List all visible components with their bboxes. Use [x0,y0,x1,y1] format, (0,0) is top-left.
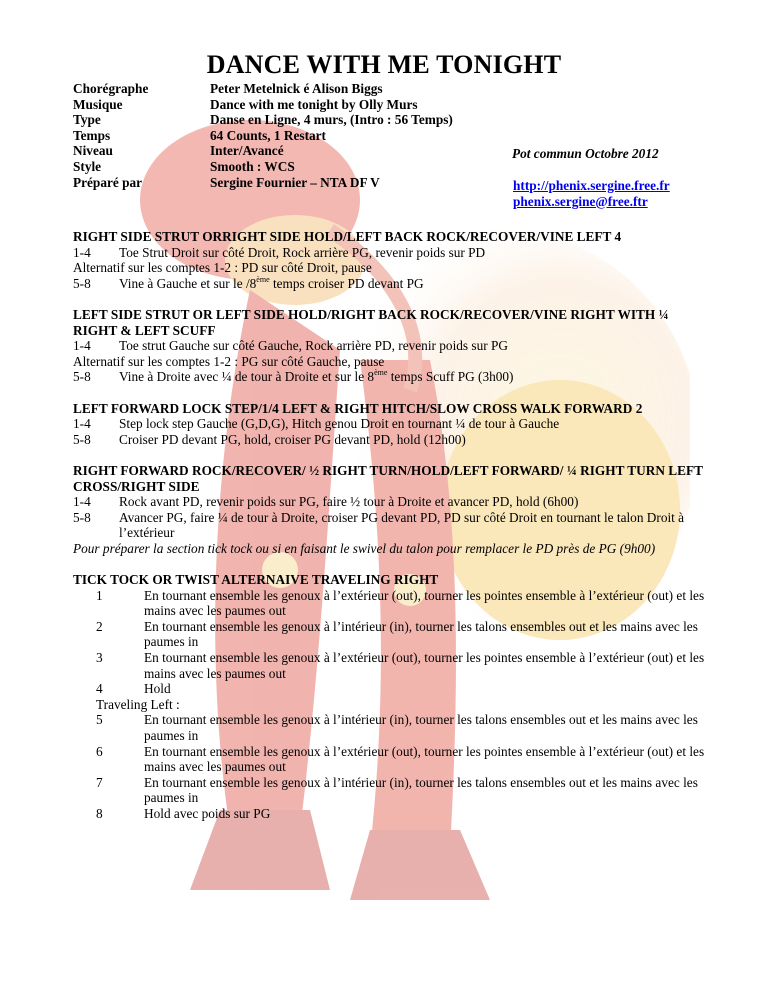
step-line [96,744,713,775]
step-text: En tournant ensemble les genoux à l’intérieur (in), tourner les talons ensembles out et les mains avec les paumes in [144,712,698,743]
step-text: Step lock step Gauche (G,D,G), Hitch genou Droit en tournant ¼ de tour à Gauche [119,416,560,432]
step-line [73,245,713,261]
step-text-part: Vine à Gauche et sur le /8 [119,275,257,291]
section-1 [73,229,713,291]
step-line [96,775,713,806]
ordinal-suffix: ème [256,274,270,284]
value-niveau: Inter/Avancé [210,143,284,159]
step-count: 5-8 [73,509,91,525]
step-line [96,588,713,619]
value-choregraphe: Peter Metelnick é Alison Biggs [210,81,383,96]
step-line [96,806,713,822]
info-labels [73,81,148,190]
label-style: Style [73,158,102,174]
step-count: 1-4 [73,416,91,432]
step-count: 6 [96,743,103,759]
step-line [73,338,713,354]
website-link[interactable]: http://phenix.sergine.free.fr [513,178,670,193]
step-count: 2 [96,618,103,634]
step-text: Toe strut Gauche sur côté Gauche, Rock arrière PD, revenir poids sur PG [119,338,508,354]
step-count: 7 [96,774,103,790]
pot-commun-note: Pot commun Octobre 2012 [512,146,659,161]
label-niveau: Niveau [73,143,113,159]
step-text-part: Vine à Droite avec ¼ de tour à Droite et sur le 8 [119,369,375,385]
step-line [96,681,713,697]
section-title: LEFT SIDE STRUT OR LEFT SIDE HOLD/RIGHT BACK ROCK/RECOVER/VINE RIGHT WITH ¼ RIGHT & LEFT SCUFF [73,306,669,338]
label-musique: Musique [73,96,123,112]
step-line [96,619,713,650]
label-type: Type [73,112,101,128]
value-type: Danse en Ligne, 4 murs, (Intro : 56 Temps) [210,112,453,128]
ordinal-suffix: ème [374,368,388,378]
alternative-text: Alternatif sur les comptes 1-2 : PG sur côté Gauche, pause [73,353,385,369]
label-prepare-par: Préparé par [73,174,143,190]
step-text: En tournant ensemble les genoux à l’extérieur (out), tourner les pointes ensemble à l’extérieur (out) et les mains avec les paumes out [144,743,705,775]
step-text: Rock avant PD, revenir poids sur PG, faire ½ tour à Droite et avancer PD, hold (6h00) [119,494,579,510]
step-text-part: temps croiser PD devant PG [269,275,424,291]
step-text-part: temps Scuff PG (3h00) [387,369,514,385]
step-text: En tournant ensemble les genoux à l’extérieur (out), tourner les pointes ensemble à l’extérieur (out) et les mains avec les paumes out [144,587,705,619]
section-4 [73,463,713,557]
step-count: 5-8 [73,275,91,291]
step-count: 5-8 [73,431,91,447]
alternative-text: Alternatif sur les comptes 1-2 : PD sur côté Droit, pause [73,260,372,276]
step-text [119,276,713,292]
step-count: 4 [96,681,103,697]
step-line [73,432,713,448]
step-count: 1 [96,587,103,603]
section-title: RIGHT SIDE STRUT ORRIGHT SIDE HOLD/LEFT BACK ROCK/RECOVER/VINE LEFT 4 [73,229,622,244]
value-prepare-par: Sergine Fournier – NTA DF V [210,174,380,190]
step-text: En tournant ensemble les genoux à l’intérieur (in), tourner les talons ensembles out et les mains avec les paumes in [144,774,698,806]
section-3 [73,401,713,448]
value-musique: Dance with me tonight by Olly Murs [210,96,418,112]
contact-links [513,178,670,209]
value-temps: 64 Counts, 1 Restart [210,127,326,143]
step-count: 5 [96,712,103,728]
step-text: Avancer PG, faire ¼ de tour à Droite, croiser PG devant PD, PD sur côté Droit en tournant le talon Droit à l’extérieur [119,509,685,541]
step-count: 5-8 [73,369,91,385]
step-count: 1-4 [73,338,91,354]
step-line [96,650,713,681]
italic-note: Pour préparer la section tick tock ou si en faisant le swivel du talon pour remplacer le PD près de PG (9h00) [73,540,656,556]
step-line [73,416,713,432]
step-line [73,369,713,385]
email-link[interactable]: phenix.sergine@free.ftr [513,193,648,209]
document-title: DANCE WITH ME TONIGHT [206,50,562,79]
info-values [210,81,453,190]
step-line [96,712,713,743]
step-count: 3 [96,650,103,666]
label-temps: Temps [73,127,111,143]
step-count: 1-4 [73,494,91,510]
step-text: Croiser PD devant PG, hold, croiser PG devant PD, hold (12h00) [119,431,466,447]
section-title: TICK TOCK OR TWIST ALTERNAIVE TRAVELING RIGHT [73,572,439,588]
section-title: RIGHT FORWARD ROCK/RECOVER/ ½ RIGHT TURN/HOLD/LEFT FORWARD/ ¼ RIGHT TURN LEFT CROSS/RIGHT SIDE [73,462,703,494]
value-style: Smooth : WCS [210,158,295,174]
tick-tock-steps [73,588,713,822]
step-line [73,276,713,292]
step-text: En tournant ensemble les genoux à l’extérieur (out), tourner les pointes ensemble à l’extérieur (out) et les mains avec les paumes out [144,650,705,681]
step-text: Toe Strut Droit sur côté Droit, Rock arrière PG, revenir poids sur PD [119,244,486,260]
section-2 [73,307,713,385]
step-count: 1-4 [73,244,91,260]
label-choregraphe: Chorégraphe [73,81,149,96]
steps-content [73,229,713,837]
section-tick-tock [73,572,713,822]
step-count: 8 [96,805,103,821]
traveling-label: Traveling Left : [96,696,180,712]
section-title: LEFT FORWARD LOCK STEP/1/4 LEFT & RIGHT HITCH/SLOW CROSS WALK FORWARD 2 [73,400,643,416]
step-text: Hold avec poids sur PG [144,805,271,821]
step-text: En tournant ensemble les genoux à l’intérieur (in), tourner les talons ensembles out et les mains avec les paumes in [144,618,698,650]
step-text: Hold [144,681,171,697]
step-text [119,369,713,385]
step-line [73,510,713,541]
step-line [73,494,713,510]
